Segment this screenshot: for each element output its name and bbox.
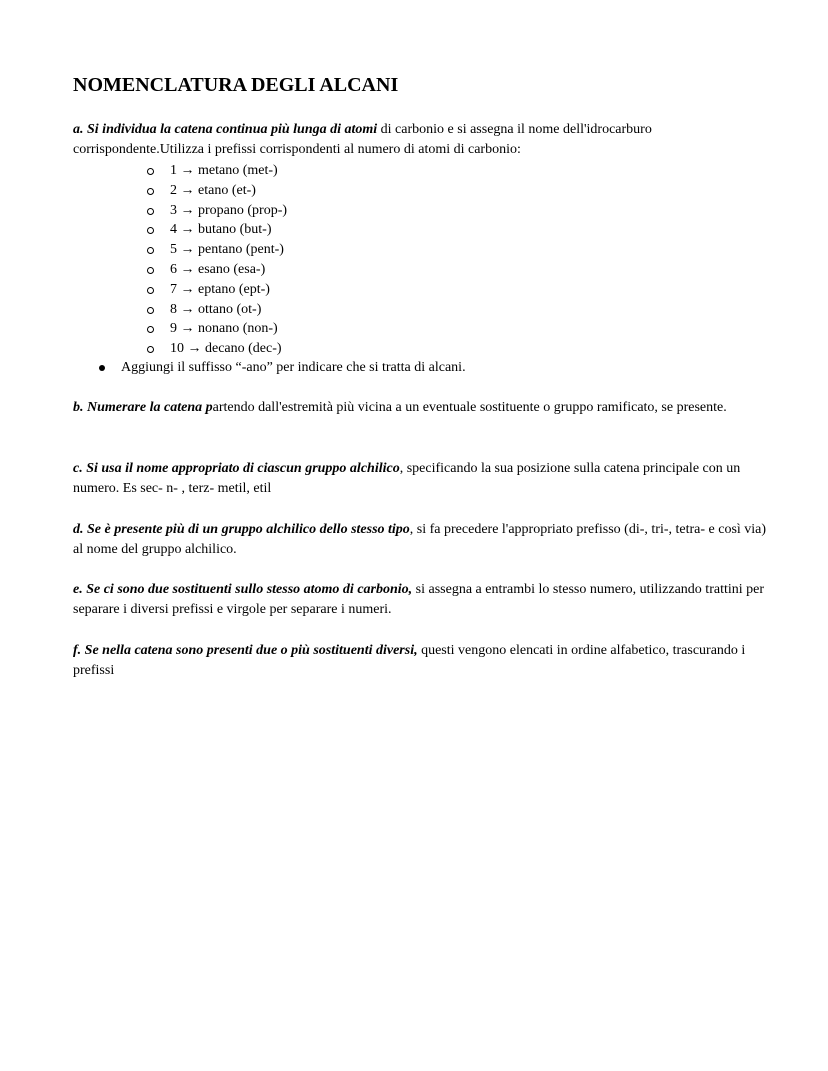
rule-d-paragraph [73,520,773,560]
list-item [73,280,287,300]
hollow-bullet-icon [147,346,154,353]
prefix-item-text: 7 → eptano (ept-) [170,281,270,297]
prefix-item-text: 4 → butano (but-) [170,222,272,238]
list-item [73,240,287,260]
prefix-item-text: 9 → nonano (non-) [170,321,278,337]
rule-d-lead: d. Se è presente più di un gruppo alchilico dello stesso tipo [73,522,410,537]
prefix-item-text: 3 → propano (prop-) [170,202,288,218]
list-item [73,161,287,181]
list-item [73,201,287,221]
rule-e-lead: e. Se ci sono due sostituenti sullo stesso atomo di carbonio, [73,582,413,597]
hollow-bullet-icon [147,208,154,215]
rule-c-paragraph [73,459,773,499]
page-title: NOMENCLATURA DEGLI ALCANI [73,74,399,96]
rule-b-paragraph [73,398,773,418]
rule-e-text: si assegna a entrambi lo stesso numero, utilizzando trattini per separare i diversi prefissi e virgole per separare i numeri. [73,582,765,617]
hollow-bullet-icon [147,168,154,175]
rule-e-paragraph [73,580,773,620]
filled-bullet-icon [99,365,105,371]
list-item [73,339,287,359]
list-item [73,300,287,320]
rule-c-text: , specificando la sua posizione sulla catena principale con un numero. Es sec- n- , terz- metil, etil [73,461,741,496]
rule-f-text: questi vengono elencati in ordine alfabetico, trascurando i prefissi [73,643,746,678]
suffix-note-text: Aggiungi il suffisso “-ano” per indicare che si tratta di alcani. [121,360,466,375]
rule-a-text: di carbonio e si assegna il nome dell'idrocarburo corrispondente.Utilizza i prefissi corrispondenti al numero di atomi di carbonio: [73,122,652,157]
prefix-item-text: 2 → etano (et-) [170,182,256,198]
rule-c-lead: c. Si usa il nome appropriato di ciascun gruppo alchilico [73,461,400,476]
list-item [73,220,287,240]
rule-b-text: artendo dall'estremità più vicina a un eventuale sostituente o gruppo ramificato, se presente. [212,400,727,415]
rule-a-lead: a. Si individua la catena continua più lunga di atomi [73,122,378,137]
prefix-item-text: 5 → pentano (pent-) [170,242,284,258]
hollow-bullet-icon [147,227,154,234]
rule-f-lead: f. Se nella catena sono presenti due o più sostituenti diversi, [73,643,418,658]
hollow-bullet-icon [147,188,154,195]
rule-d-text: , si fa precedere l'appropriato prefisso (di-, tri-, tetra- e così via) al nome del gruppo alchilico. [73,522,767,557]
hollow-bullet-icon [147,287,154,294]
list-item [73,319,287,339]
hollow-bullet-icon [147,307,154,314]
hollow-bullet-icon [147,326,154,333]
prefix-item-text: 8 → ottano (ot-) [170,301,262,317]
list-item [73,181,287,201]
hollow-bullet-icon [147,267,154,274]
prefix-item-text: 10 → decano (dec-) [170,341,282,357]
prefix-item-text: 1 → metano (met-) [170,163,278,178]
rule-f-paragraph [73,641,773,681]
hollow-bullet-icon [147,247,154,254]
rule-a-paragraph [73,120,773,160]
suffix-note [73,358,466,378]
list-item [73,260,287,280]
prefix-item-text: 6 → esano (esa-) [170,261,266,277]
prefix-list [73,161,287,359]
rule-b-lead: b. Numerare la catena p [73,400,213,415]
